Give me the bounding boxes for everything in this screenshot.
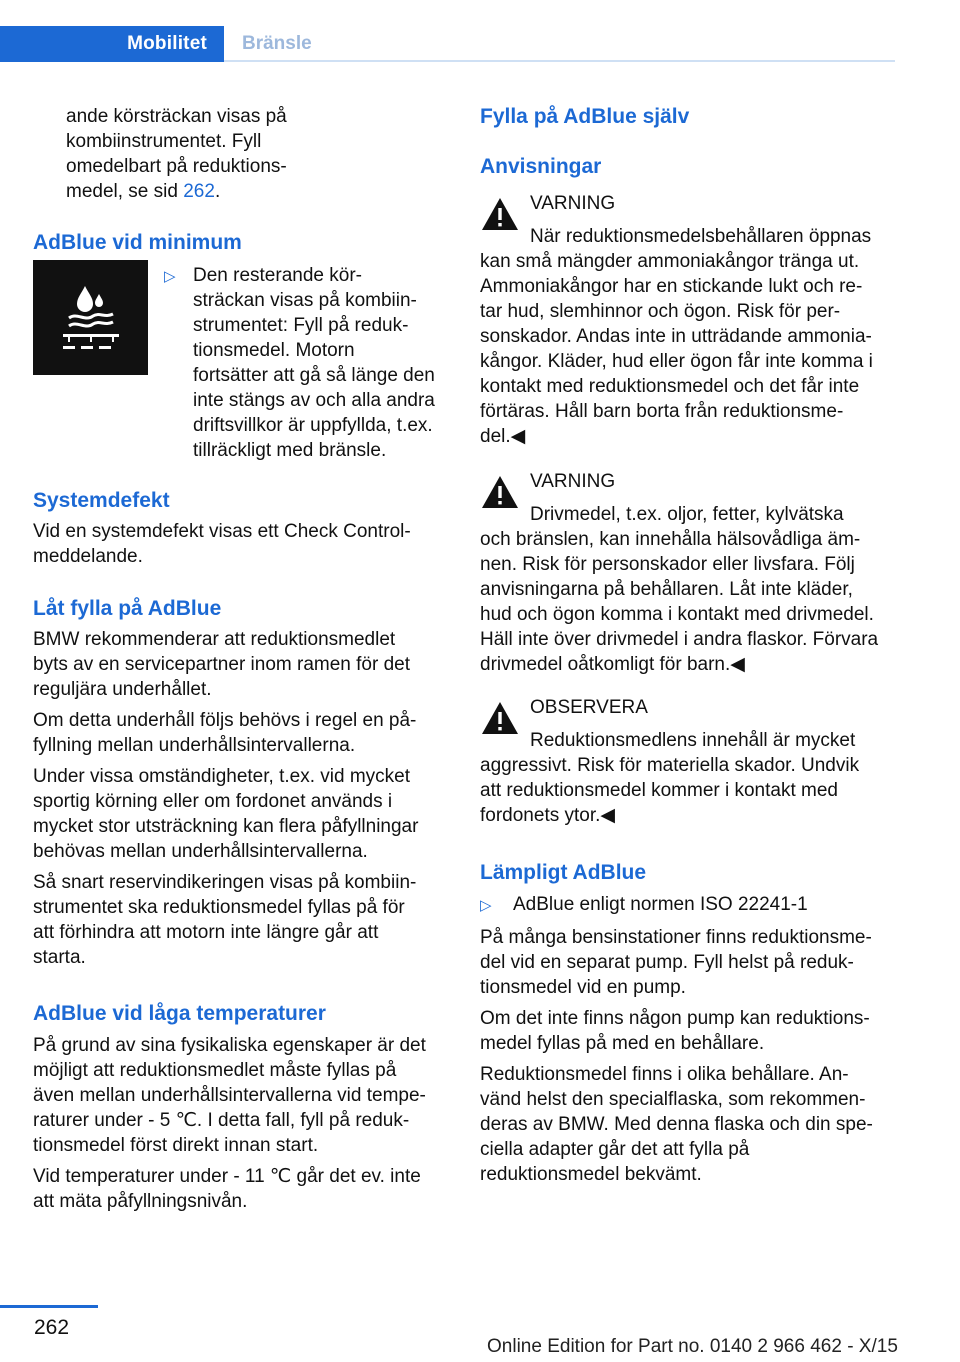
heading-systemdefekt: Systemdefekt — [33, 489, 170, 512]
footer-accent-line — [0, 1305, 98, 1308]
text-line: På många bensinstationer finns reduktionsme- — [480, 927, 872, 948]
text-line: fyllning mellan underhållsintervallerna. — [33, 735, 356, 756]
text-line: Om det inte finns någon pump kan reduktions- — [480, 1008, 870, 1029]
text-line: förtäras. Håll barn borta från reduktionsme- — [480, 401, 844, 422]
text-line: reduktionsmedel bekvämt. — [480, 1164, 702, 1185]
text-line: Under vissa omständigheter, t.ex. vid mycket — [33, 766, 410, 787]
warning-2-title — [530, 469, 900, 494]
text-line: deras av BMW. Med denna flaska och din spe- — [480, 1114, 873, 1135]
text-line: tionsmedel. Motorn — [193, 340, 355, 361]
section-tabs — [0, 26, 895, 62]
text-line: fortsätter att gå så länge den — [193, 365, 435, 386]
text-line: aggressivt. Risk för materiella skador. Undvik — [480, 755, 860, 776]
lampligt-section — [480, 925, 900, 1187]
text-line: Häll inte över drivmedel i andra flaskor. Förvara — [480, 629, 879, 650]
intro-paragraph — [66, 104, 326, 204]
text-line: inte stängs av och alla andra — [193, 390, 435, 411]
lampligt-bullet — [513, 892, 893, 917]
text-line: mycket stor utsträckning kan flera påfyllningar — [33, 816, 419, 837]
text-line: kångor. Kläder, hud eller ögon får inte komma i — [480, 351, 873, 372]
heading-adblue-minimum: AdBlue vid minimum — [33, 231, 242, 254]
text-line: tar hud, slemhinnor och ögon. Risk för per- — [480, 301, 841, 322]
text-line: medel fyllas på med en behållare. — [480, 1033, 765, 1054]
tab-bransle-label: Bränsle — [242, 33, 312, 54]
text-line: ciella adapter går det att fylla på — [480, 1139, 750, 1160]
text-line: AdBlue enligt normen ISO 22241-1 — [513, 894, 808, 915]
lat-fylla-section — [33, 627, 453, 970]
text-line: Den resterande kör- — [193, 265, 362, 286]
text-line: Vid en systemdefekt visas ett Check Control- — [33, 521, 411, 542]
text-line: Vid temperaturer under - 11 ℃ går det ev. inte — [33, 1166, 421, 1187]
text-line: driftsvillkor är uppfyllda, t.ex. — [193, 415, 433, 436]
text-line: även mellan underhållsintervallerna vid tempe- — [33, 1085, 426, 1106]
text-line: byts av en servicepartner inom ramen för det — [33, 654, 411, 675]
tab-mobilitet[interactable] — [0, 26, 224, 62]
warning-1-text — [480, 224, 900, 449]
text-line: hud och ögon komma i kontakt med drivmedel. — [480, 604, 874, 625]
text-line: På grund av sina fysikaliska egenskaper är det — [33, 1035, 426, 1056]
text-line: raturer under - 5 ℃. I detta fall, fyll på reduk- — [33, 1110, 410, 1131]
systemdefekt-paragraph — [33, 519, 453, 569]
text-line: sträckan visas på kombiin- — [193, 290, 417, 311]
text-line: fordonets ytor.◀ — [480, 805, 616, 826]
text-line: tionsmedel vid en pump. — [480, 977, 686, 998]
text-line: Om detta underhåll följs behövs i regel en på- — [33, 710, 417, 731]
text-line: Så snart reservindikeringen visas på kombiin- — [33, 872, 417, 893]
text-line: att reduktionsmedel kommer i kontakt med — [480, 780, 838, 801]
observera-text — [480, 728, 900, 828]
text-line: sportig körning eller om fordonet används i — [33, 791, 393, 812]
text-line: Drivmedel, t.ex. oljor, fetter, kylvätska — [530, 504, 844, 525]
text-line: nen. Risk för personskador eller livsfara. Följ — [480, 554, 855, 575]
intro-line: ande körsträckan visas på — [66, 106, 287, 127]
text-line: anvisningarna på behållaren. Låt inte kläder, — [480, 579, 853, 600]
heading-laga-temperaturer: AdBlue vid låga temperaturer — [33, 1002, 326, 1025]
intro-line: kombiinstrumentet. Fyll — [66, 131, 262, 152]
edition-footer: Online Edition for Part no. 0140 2 966 462 - X/15 — [487, 1336, 898, 1357]
tab-bransle[interactable] — [224, 26, 895, 62]
text-line: sonskador. Andas inte in utträdande ammonia- — [480, 326, 872, 347]
text-line: strumentet: Fyll på reduk- — [193, 315, 409, 336]
intro-line: omedelbart på reduktions- — [66, 156, 287, 177]
intro-line: medel, se sid 262. — [66, 181, 221, 202]
heading-anvisningar: Anvisningar — [480, 155, 602, 178]
minimum-bullet-text — [193, 263, 455, 463]
text-line: möjligt att reduktionsmedlet måste fyllas på — [33, 1060, 397, 1081]
text-line: När reduktionsmedelsbehållaren öppnas — [530, 226, 872, 247]
text-line: strumentet ska reduktionsmedel fyllas på för — [33, 897, 405, 918]
text-line: att mäta påfyllningsnivån. — [33, 1191, 248, 1212]
text-line: Ammoniakångor har en stickande lukt och re- — [480, 276, 863, 297]
text-line: starta. — [33, 947, 86, 968]
bullet-icon: ▷ — [480, 897, 492, 914]
text-line: tillräckligt med bränsle. — [193, 440, 387, 461]
warning-title: OBSERVERA — [530, 697, 648, 718]
warning-2-text — [480, 502, 900, 677]
text-line: Reduktionsmedel finns i olika behållare. An- — [480, 1064, 849, 1085]
text-line: drivmedel oåtkomligt för barn.◀ — [480, 654, 745, 675]
text-line: reguljära underhållet. — [33, 679, 212, 700]
text-line: del vid en separat pump. Fyll helst på reduk- — [480, 952, 854, 973]
bullet-icon: ▷ — [164, 268, 176, 285]
observera-title — [530, 695, 900, 720]
warning-1-title — [530, 191, 900, 216]
heading-lampligt: Lämpligt AdBlue — [480, 861, 647, 884]
text-line: del.◀ — [480, 426, 526, 447]
text-line: kontakt med reduktionsmedel och det får inte — [480, 376, 860, 397]
text-line: meddelande. — [33, 546, 143, 567]
text-line: och bränslen, kan innehålla hälsovådliga äm- — [480, 529, 861, 550]
text-line: behövas mellan underhållsintervallerna. — [33, 841, 368, 862]
page-link[interactable]: 262 — [183, 181, 215, 202]
text-line: Reduktionsmedlens innehåll är mycket — [530, 730, 856, 751]
laga-temperaturer-section — [33, 1033, 453, 1214]
warning-title: VARNING — [530, 193, 616, 214]
text-line: kan små mängder ammoniakångor tränga ut. — [480, 251, 860, 272]
heading-fylla-sjalv: Fylla på AdBlue själv — [480, 105, 690, 128]
page-number: 262 — [34, 1316, 70, 1339]
heading-lat-fylla: Låt fylla på AdBlue — [33, 597, 222, 620]
adblue-indicator-icon — [33, 260, 148, 375]
tab-mobilitet-label: Mobilitet — [127, 33, 207, 54]
text-line: att förhindra att motorn inte längre går att — [33, 922, 379, 943]
warning-title: VARNING — [530, 471, 616, 492]
text-line: vänd helst den specialflaska, som rekommen- — [480, 1089, 866, 1110]
text-line: BMW rekommenderar att reduktionsmedlet — [33, 629, 396, 650]
text-line: tionsmedel först direkt innan start. — [33, 1135, 319, 1156]
